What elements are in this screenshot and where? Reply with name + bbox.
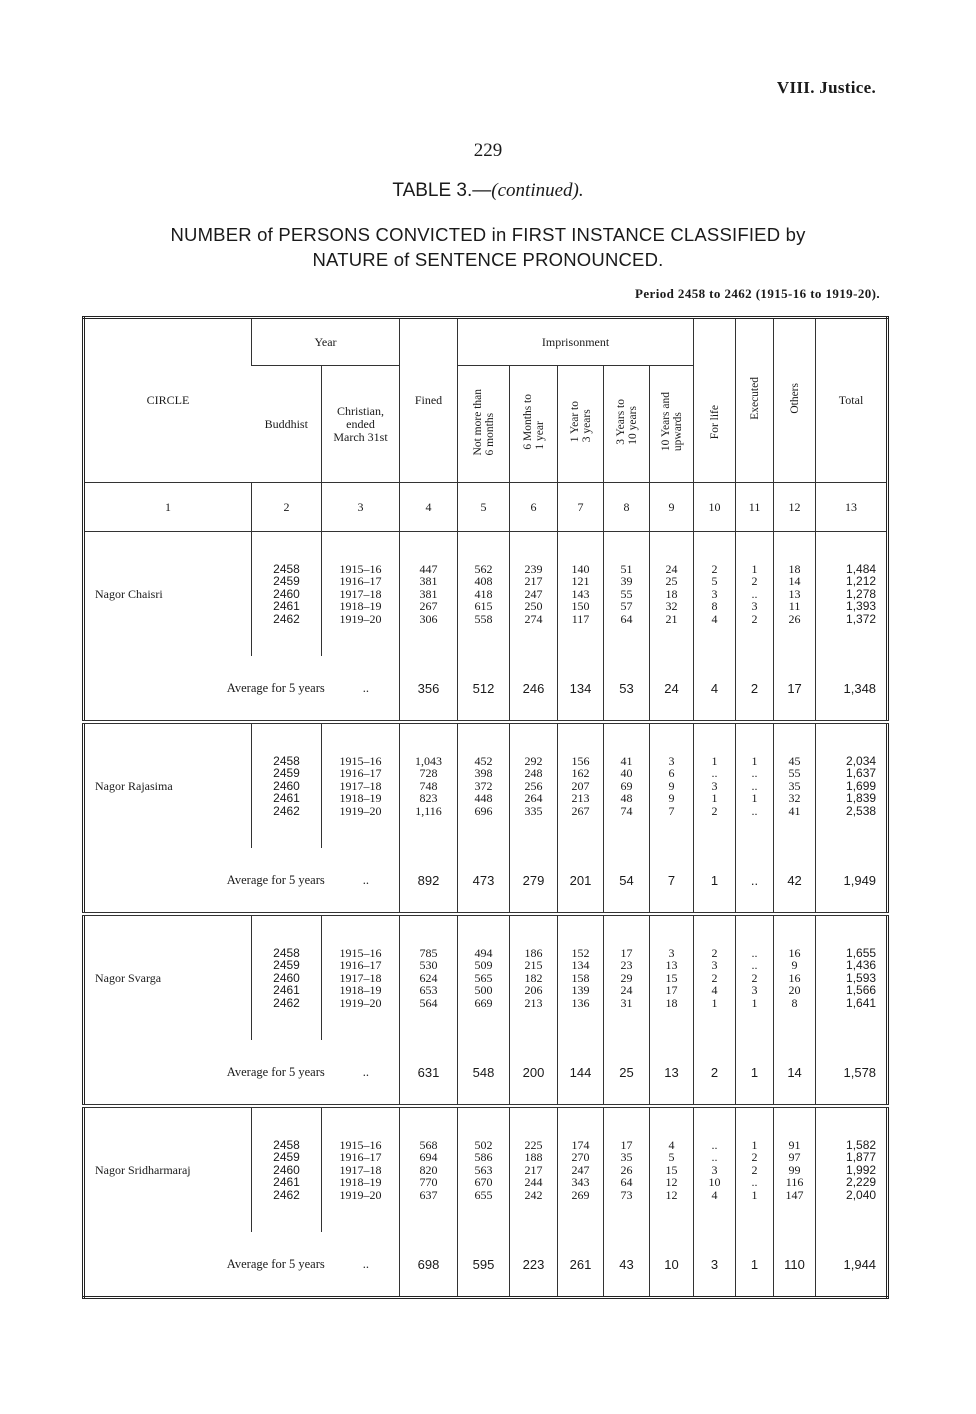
average-row <box>84 656 888 722</box>
value-cell-c11: 1 2 .. 3 2 <box>736 532 774 657</box>
circle-name: Nagor Chaisri <box>95 586 163 601</box>
average-value: 1,578 <box>816 1040 888 1106</box>
col-num: 13 <box>816 483 888 532</box>
header-3-to-10-years <box>604 366 650 483</box>
average-value: 1 <box>694 848 736 914</box>
value-cell-c6: 186 215 182 206 213 <box>510 914 558 1040</box>
average-row <box>84 848 888 914</box>
value-cell-c5: 562 408 418 615 558 <box>458 532 510 657</box>
average-label: Average for 5 years <box>226 1064 325 1079</box>
average-value: 24 <box>650 656 694 722</box>
average-dots: .. <box>362 1256 369 1271</box>
average-value: 631 <box>400 1040 458 1106</box>
average-value: 1 <box>736 1040 774 1106</box>
total-cell: 2,034 1,637 1,699 1,839 2,538 <box>816 722 888 848</box>
value-cell-c11: 1 .. .. 1 .. <box>736 722 774 848</box>
period-label: Period 2458 to 2462 (1915-16 to 1919-20). <box>635 286 880 301</box>
circle-rows <box>84 532 888 1298</box>
total-cell: 1,484 1,212 1,278 1,393 1,372 <box>816 532 888 657</box>
value-cell-c7: 140 121 143 150 117 <box>558 532 604 657</box>
average-value: 223 <box>510 1232 558 1298</box>
col-num: 5 <box>458 483 510 532</box>
header-1-to-3-years <box>558 366 604 483</box>
header-10-years-upwards <box>650 366 694 483</box>
header-6-months-to-1-year <box>510 366 558 483</box>
value-cell-c6: 239 217 247 250 274 <box>510 532 558 657</box>
header-buddhist: Buddhist <box>252 366 322 483</box>
circle-data-row <box>84 1106 888 1232</box>
value-cell-c9: 4 5 15 12 12 <box>650 1106 694 1232</box>
value-cell-c8: 17 35 26 64 73 <box>604 1106 650 1232</box>
header-3-to-10-years-text: 3 Years to 10 years <box>614 399 639 445</box>
average-dots: .. <box>362 872 369 887</box>
average-value: 698 <box>400 1232 458 1298</box>
header-circle: CIRCLE <box>84 318 252 483</box>
average-row <box>84 1040 888 1106</box>
circle-data-row <box>84 722 888 848</box>
average-dots: .. <box>362 680 369 695</box>
section-label: VIII. Justice. <box>776 78 876 97</box>
average-value: 1 <box>736 1232 774 1298</box>
average-value: 14 <box>774 1040 816 1106</box>
average-value: 1,944 <box>816 1232 888 1298</box>
average-value: 473 <box>458 848 510 914</box>
value-cell-c5: 502 586 563 670 655 <box>458 1106 510 1232</box>
col-num: 10 <box>694 483 736 532</box>
header-not-more-6-months-text: Not more than 6 months <box>471 388 496 456</box>
header-christian: Christian, ended March 31st <box>322 366 400 483</box>
average-value: 17 <box>774 656 816 722</box>
average-value: 1,949 <box>816 848 888 914</box>
circle-data-row <box>84 914 888 1040</box>
value-cell-fined: 785 530 624 653 564 <box>400 914 458 1040</box>
value-cell-c10: .. .. 3 10 4 <box>694 1106 736 1232</box>
average-value: 53 <box>604 656 650 722</box>
header-others <box>774 318 816 483</box>
circle-data-row <box>84 532 888 657</box>
average-value: 110 <box>774 1232 816 1298</box>
average-value: 548 <box>458 1040 510 1106</box>
average-value: 279 <box>510 848 558 914</box>
average-value: 43 <box>604 1232 650 1298</box>
convictions-table <box>82 316 889 1299</box>
col-num: 12 <box>774 483 816 532</box>
value-cell-c10: 2 5 3 8 4 <box>694 532 736 657</box>
page-number: 229 <box>473 140 503 161</box>
header-1-to-3-years-text: 1 Year to 3 years <box>568 401 593 443</box>
average-label-cell <box>84 1232 400 1298</box>
christian-years-cell: 1915–16 1916–17 1917–18 1918–19 1919–20 <box>322 1106 400 1232</box>
table-title <box>0 180 976 202</box>
header-others-text: Others <box>788 383 801 414</box>
value-cell-c10: 1 .. 3 1 2 <box>694 722 736 848</box>
col-num: 1 <box>84 483 252 532</box>
value-cell-c9: 24 25 18 32 21 <box>650 532 694 657</box>
value-cell-c9: 3 6 9 9 7 <box>650 722 694 848</box>
buddhist-years-cell: 2458 2459 2460 2461 2462 <box>252 914 322 1040</box>
value-cell-c8: 17 23 29 24 31 <box>604 914 650 1040</box>
value-cell-c8: 41 40 69 48 74 <box>604 722 650 848</box>
value-cell-c7: 156 162 207 213 267 <box>558 722 604 848</box>
header-blank <box>694 318 736 366</box>
average-value: 200 <box>510 1040 558 1106</box>
value-cell-c12: 45 55 35 32 41 <box>774 722 816 848</box>
christian-years-cell: 1915–16 1916–17 1917–18 1918–19 1919–20 <box>322 722 400 848</box>
value-cell-c11: 1 2 2 .. 1 <box>736 1106 774 1232</box>
average-value: .. <box>736 848 774 914</box>
total-cell: 1,582 1,877 1,992 2,229 2,040 <box>816 1106 888 1232</box>
heading-line-2: NATURE of SENTENCE PRONOUNCED. <box>312 249 664 270</box>
value-cell-c6: 292 248 256 264 335 <box>510 722 558 848</box>
header-imprisonment: Imprisonment <box>458 318 694 366</box>
header-10-years-upwards-text: 10 Years and upwards <box>659 392 684 452</box>
christian-years-cell: 1915–16 1916–17 1917–18 1918–19 1919–20 <box>322 532 400 657</box>
average-value: 2 <box>736 656 774 722</box>
value-cell-c12: 18 14 13 11 26 <box>774 532 816 657</box>
average-value: 1,348 <box>816 656 888 722</box>
buddhist-years-cell: 2458 2459 2460 2461 2462 <box>252 532 322 657</box>
average-value: 10 <box>650 1232 694 1298</box>
value-cell-c10: 2 3 2 4 1 <box>694 914 736 1040</box>
col-num: 11 <box>736 483 774 532</box>
average-value: 512 <box>458 656 510 722</box>
value-cell-c8: 51 39 55 57 64 <box>604 532 650 657</box>
average-value: 13 <box>650 1040 694 1106</box>
average-value: 54 <box>604 848 650 914</box>
average-label: Average for 5 years <box>226 872 325 887</box>
value-cell-c9: 3 13 15 17 18 <box>650 914 694 1040</box>
average-value: 261 <box>558 1232 604 1298</box>
average-value: 201 <box>558 848 604 914</box>
col-num: 2 <box>252 483 322 532</box>
header-6-months-to-1-year-text: 6 Months to 1 year <box>521 394 546 450</box>
value-cell-c5: 494 509 565 500 669 <box>458 914 510 1040</box>
col-num: 4 <box>400 483 458 532</box>
average-value: 356 <box>400 656 458 722</box>
value-cell-fined: 447 381 381 267 306 <box>400 532 458 657</box>
buddhist-years-cell: 2458 2459 2460 2461 2462 <box>252 1106 322 1232</box>
header-executed <box>736 318 774 483</box>
circle-name: Nagor Rajasima <box>95 778 173 793</box>
value-cell-fined: 1,043 728 748 823 1,116 <box>400 722 458 848</box>
table-title-main: TABLE 3.— <box>392 180 492 201</box>
table-heading <box>0 222 976 272</box>
average-value: 246 <box>510 656 558 722</box>
buddhist-years-cell: 2458 2459 2460 2461 2462 <box>252 722 322 848</box>
average-value: 4 <box>694 656 736 722</box>
average-label-cell <box>84 848 400 914</box>
average-label: Average for 5 years <box>226 1256 325 1271</box>
table-header <box>84 318 888 483</box>
header-year: Year <box>252 318 400 366</box>
table-title-continued: (continued). <box>491 180 584 201</box>
header-not-more-6-months <box>458 366 510 483</box>
average-value: 25 <box>604 1040 650 1106</box>
value-cell-c5: 452 398 372 448 696 <box>458 722 510 848</box>
col-num: 7 <box>558 483 604 532</box>
value-cell-c11: .. .. 2 3 1 <box>736 914 774 1040</box>
header-total: Total <box>816 318 888 483</box>
col-num: 6 <box>510 483 558 532</box>
average-label-cell <box>84 1040 400 1106</box>
total-cell: 1,655 1,436 1,593 1,566 1,641 <box>816 914 888 1040</box>
average-value: 595 <box>458 1232 510 1298</box>
value-cell-c12: 16 9 16 20 8 <box>774 914 816 1040</box>
header-executed-text: Executed <box>748 377 761 420</box>
average-value: 144 <box>558 1040 604 1106</box>
value-cell-c7: 174 270 247 343 269 <box>558 1106 604 1232</box>
header-for-life-text: For life <box>708 404 721 439</box>
average-value: 134 <box>558 656 604 722</box>
average-value: 42 <box>774 848 816 914</box>
average-label: Average for 5 years <box>226 680 325 695</box>
christian-years-cell: 1915–16 1916–17 1917–18 1918–19 1919–20 <box>322 914 400 1040</box>
header-fined: Fined <box>400 318 458 483</box>
col-num: 3 <box>322 483 400 532</box>
average-value: 7 <box>650 848 694 914</box>
average-value: 3 <box>694 1232 736 1298</box>
average-value: 2 <box>694 1040 736 1106</box>
value-cell-c6: 225 188 217 244 242 <box>510 1106 558 1232</box>
average-label-cell <box>84 656 400 722</box>
circle-name: Nagor Sridharmaraj <box>95 1162 191 1177</box>
circle-name: Nagor Svarga <box>95 970 162 985</box>
column-number-row <box>84 483 888 532</box>
col-num: 8 <box>604 483 650 532</box>
heading-line-1: NUMBER of PERSONS CONVICTED in FIRST INSTANCE CLASSIFIED by <box>170 224 806 245</box>
value-cell-fined: 568 694 820 770 637 <box>400 1106 458 1232</box>
value-cell-c7: 152 134 158 139 136 <box>558 914 604 1040</box>
average-value: 892 <box>400 848 458 914</box>
value-cell-c12: 91 97 99 116 147 <box>774 1106 816 1232</box>
header-for-life <box>694 366 736 483</box>
col-num: 9 <box>650 483 694 532</box>
average-dots: .. <box>362 1064 369 1079</box>
average-row <box>84 1232 888 1298</box>
